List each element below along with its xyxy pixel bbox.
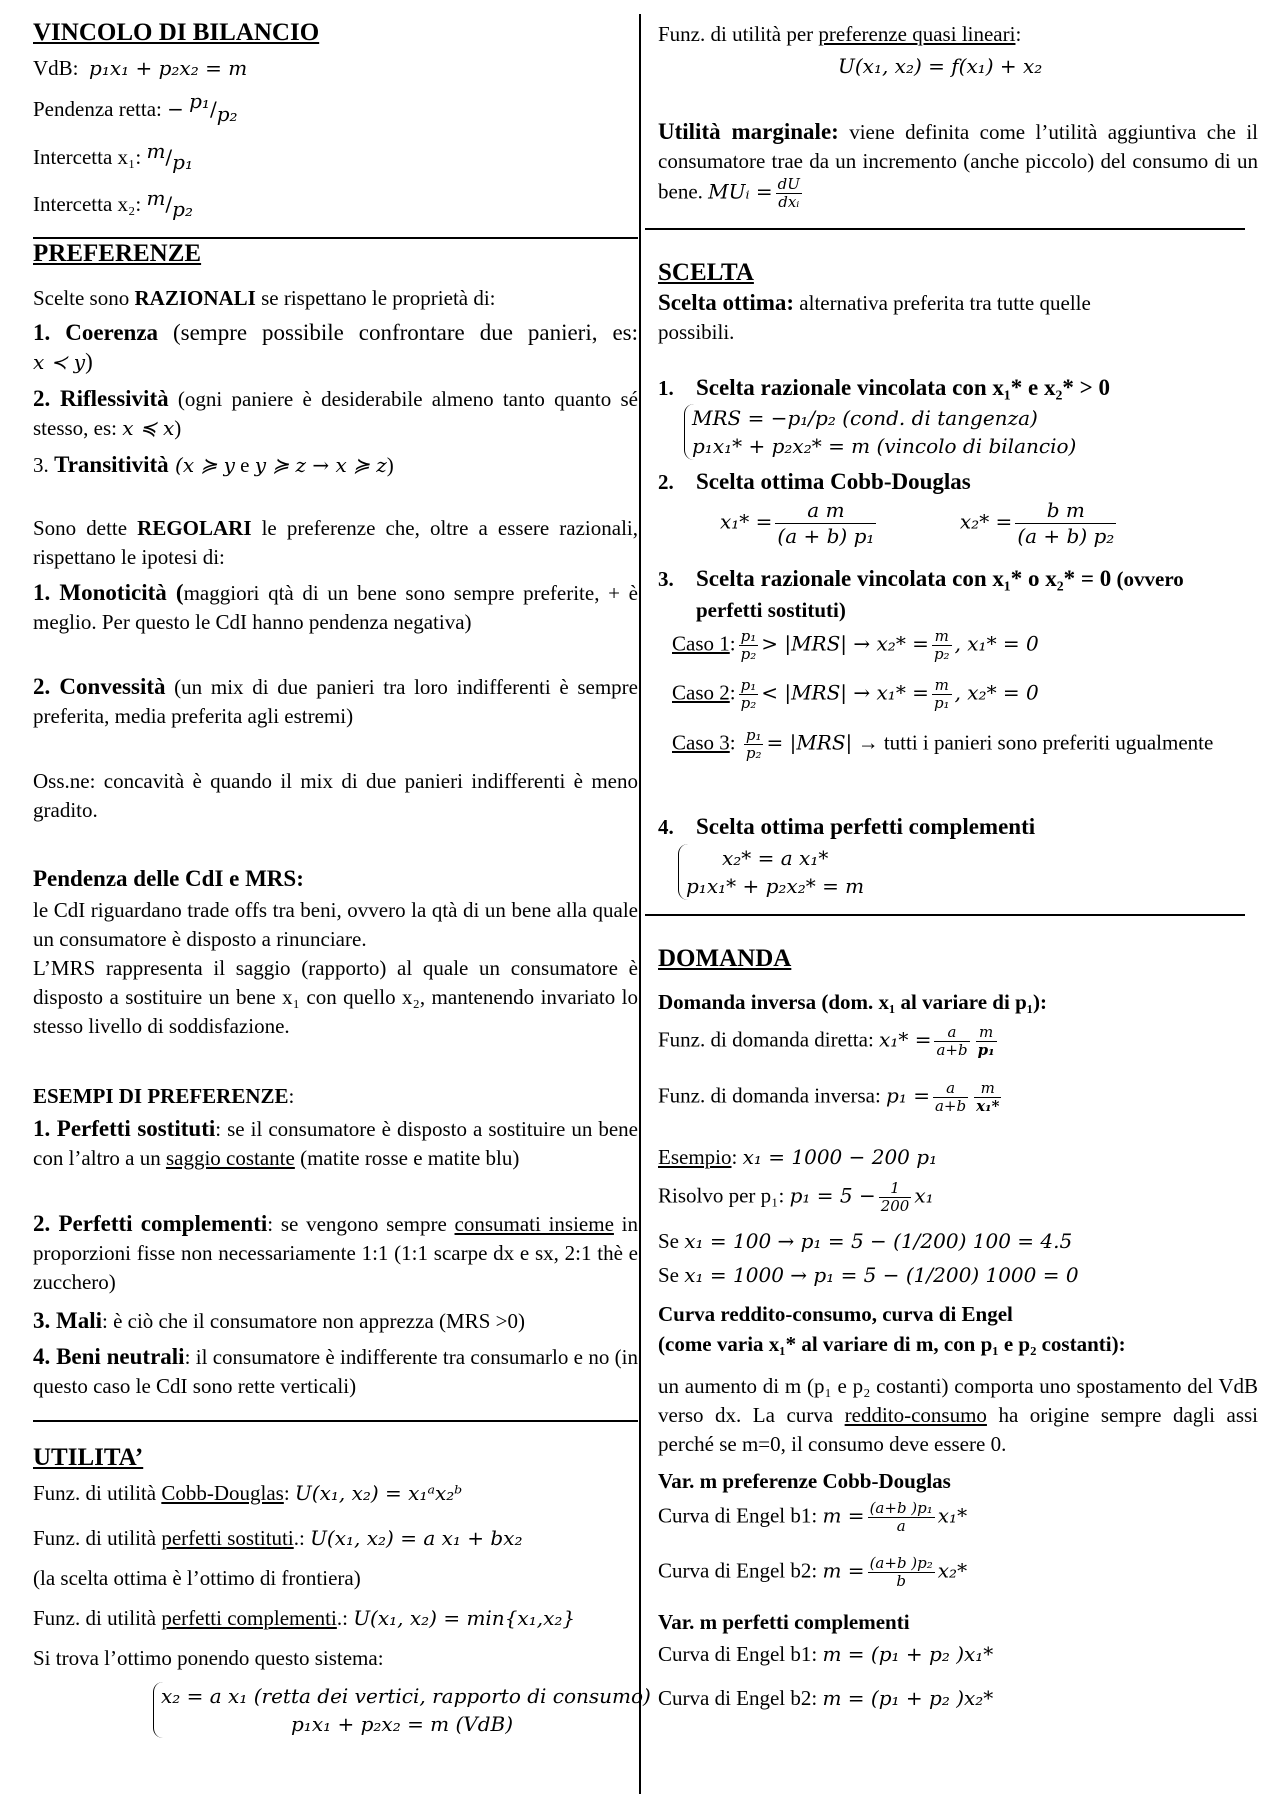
engel-pc-b2: Curva di Engel b2: m = (p₁ + p₂ )x₂* <box>658 1686 994 1710</box>
pref-convessita: 2. Convessità (un mix di due panieri tra loro indifferenti è sempre preferita, media preferita agli estremi) <box>33 674 638 728</box>
engel-cd-title: Var. m preferenze Cobb-Douglas <box>658 1469 951 1493</box>
vdb-slope: Pendenza retta: − p₁/p₂ <box>33 89 238 126</box>
scelta-4-title: 4. Scelta ottima perfetti complementi <box>658 814 1036 839</box>
pref-monoticita: 1. Monoticità (maggiori qtà di un bene sono sempre preferite, + è meglio. Per questo le CdI hanno pendenza negativa) <box>33 580 638 634</box>
util-marginale: Utilità marginale: viene definita come l’utilità aggiuntiva che il consumatore trae da un incremento (anche piccolo) del consumo di un bene. MUᵢ = $\frac{dU}{\text{dxᵢ}}$ <box>658 119 1258 211</box>
domanda-inversa: Funz. di domanda inversa: p₁ = $\frac{a}{a+b}$ $\frac{m}{\text{x₁*}}$ <box>658 1079 1000 1115</box>
utilita-title: UTILITA’ <box>33 1444 144 1471</box>
rational-intro: Scelte sono RAZIONALI se rispettano le proprietà di: <box>33 286 496 310</box>
scelta-3-title: 3. Scelta razionale vincolata con x₁* o x₂* = 0 (ovvero <box>658 566 1184 591</box>
scelta-3-caso-1: Caso 1: $\frac{\text{p₁}}{\text{p₂}}$ > |MRS| → x₂* = $\frac{m}{\text{p₂}}$ , x₁* = 0 <box>672 627 1039 663</box>
column-divider <box>639 14 641 1794</box>
oss-concavita: Oss.ne: concavità è quando il mix di due panieri indifferenti è meno gradito. <box>33 769 638 822</box>
util-system <box>153 1682 651 1738</box>
example-beni-neutrali: 4. Beni neutrali: il consumatore è indifferente tra consumarlo e no (in questo caso le CdI sono rette verticali) <box>33 1344 638 1398</box>
domanda-inversa-title: Domanda inversa (dom. x₁ al variare di p₁): <box>658 990 1048 1014</box>
preferenze-title: PREFERENZE <box>33 240 202 267</box>
util-quasi-lineari-formula: U(x₁, x₂) = f(x₁) + x₂ <box>838 54 1043 78</box>
pref-riflessivita: 2. Riflessività (ogni paniere è desiderabile almeno tanto quanto sé stesso, es: x ≼ x) <box>33 386 638 440</box>
example-perfetti-complementi: 2. Perfetti complementi: se vengono sempre consumati insieme in proporzioni fisse non necessariamente 1:1 (1:1 scarpe dx e sx, 2:1 thè e zucchero) <box>33 1211 639 1294</box>
divider-scelta <box>645 914 1245 916</box>
util-perfetti-complementi: Funz. di utilità perfetti complementi.: U(x₁, x₂) = min{x₁,x₂} <box>33 1606 576 1630</box>
engel-cd-b2: Curva di Engel b2: m = $\frac{\text{(a+b )p₂}}{b}$ x₂* <box>658 1554 968 1590</box>
vdb-intercept-x1: Intercetta x₁: m/p₁ <box>33 139 193 174</box>
divider-pref <box>33 1420 638 1422</box>
domanda-se-1: Se x₁ = 100 → p₁ = 5 − (1/200) 100 = 4.5 <box>658 1229 1073 1253</box>
util-system-line-1: x₂ = a x₁ (retta dei vertici, rapporto di consumo) <box>161 1684 651 1708</box>
divider-util <box>645 228 1245 230</box>
scelta-3-caso-3: Caso 3: $\frac{\text{p₁}}{\text{p₂}}$ = |MRS| → tutti i panieri sono preferiti ugualmente <box>672 726 1214 762</box>
scelta-ottima-def: Scelta ottima: alternativa preferita tra tutte quelle possibili. <box>658 290 1091 344</box>
engel-pc-b1: Curva di Engel b1: m = (p₁ + p₂ )x₁* <box>658 1642 994 1666</box>
engel-text: un aumento di m (p₁ e p₂ costanti) comporta uno spostamento del VdB verso dx. La curva reddito-consumo ha origine sempre dagli assi perché se m=0, il consumo deve essere 0. <box>658 1374 1258 1456</box>
domanda-esempio: Esempio: x₁ = 1000 − 200 p₁ <box>658 1145 938 1169</box>
util-system-intro: Si trova l’ottimo ponendo questo sistema: <box>33 1646 384 1670</box>
scelta-3-subtitle: perfetti sostituti) <box>696 598 846 622</box>
util-system-line-2: p₁x₁ + p₂x₂ = m (VdB) <box>291 1712 514 1736</box>
util-quasi-lineari: Funz. di utilità per preferenze quasi lineari: <box>658 22 1022 46</box>
example-mali: 3. Mali: è ciò che il consumatore non apprezza (MRS >0) <box>33 1308 525 1333</box>
mrs-text-1: le CdI riguardano trade offs tra beni, ovvero la qtà di un bene alla quale un consumatore è disposto a rinunciare. <box>33 898 638 951</box>
regular-intro: Sono dette REGOLARI le preferenze che, oltre a essere razionali, rispettano le ipotesi di: <box>33 516 638 569</box>
scelta-2-formulas: x₁* = $\frac{\text{a m}}{\text{(a + b) p₁}}$ x₂* = $\frac{\text{b m}}{\text{(a + b) p₂}}$ <box>720 498 1115 548</box>
mrs-title: Pendenza delle CdI e MRS: <box>33 866 304 891</box>
scelta-2-title: 2. Scelta ottima Cobb-Douglas <box>658 469 971 494</box>
scelta-1-title: 1. Scelta razionale vincolata con x₁* e x₂* > 0 <box>658 375 1110 400</box>
vdb-equation: VdB: p₁x₁ + p₂x₂ = m <box>33 56 248 80</box>
engel-pc-title: Var. m perfetti complementi <box>658 1610 910 1634</box>
engel-title-1: Curva reddito-consumo, curva di Engel <box>658 1302 1013 1326</box>
domanda-risolvo: Risolvo per p₁: p₁ = 5 − $\frac{1}{200}$ x₁ <box>658 1179 934 1215</box>
vdb-intercept-x2: Intercetta x₂: m/p₂ <box>33 186 193 221</box>
engel-cd-b1: Curva di Engel b1: m = $\frac{\text{(a+b )p₁}}{a}$ x₁* <box>658 1499 968 1535</box>
examples-title: ESEMPI DI PREFERENZE: <box>33 1084 295 1108</box>
example-perfetti-sostituti: 1. Perfetti sostituti: se il consumatore è disposto a sostituire un bene con l’altro a un saggio costante (matite rosse e matite blu) <box>33 1116 638 1170</box>
scelta-3-caso-2: Caso 2: $\frac{\text{p₁}}{\text{p₂}}$ < |MRS| → x₁* = $\frac{m}{\text{p₁}}$ , x₂* = 0 <box>672 676 1039 712</box>
scelta-4-system: x₂* = a x₁* p₁x₁* + p₂x₂* = m <box>678 844 1258 900</box>
mrs-text-2: L’MRS rappresenta il saggio (rapporto) al quale un consumatore è disposto a sostituire un bene x₁ con quello x₂, mantenendo invariato lo stesso livello di soddisfazione. <box>33 956 638 1038</box>
vdb-title: VINCOLO DI BILANCIO <box>33 19 320 46</box>
scelta-1-system: MRS = −p₁/p₂ (cond. di tangenza) p₁x₁* + p₂x₂* = m (vincolo di bilancio) <box>684 404 1258 460</box>
domanda-title: DOMANDA <box>658 945 792 972</box>
domanda-se-2: Se x₁ = 1000 → p₁ = 5 − (1/200) 1000 = 0 <box>658 1263 1079 1287</box>
pref-coerenza: 1. Coerenza (sempre possibile confrontare due panieri, es: x ≺ y) <box>33 320 638 374</box>
scelta-title: SCELTA <box>658 259 754 286</box>
util-note-frontiera: (la scelta ottima è l’ottimo di frontiera) <box>33 1566 361 1590</box>
util-perfetti-sostituti: Funz. di utilità perfetti sostituti.: U(x₁, x₂) = a x₁ + bx₂ <box>33 1526 523 1550</box>
util-cobb-douglas: Funz. di utilità Cobb-Douglas: U(x₁, x₂) = x₁ᵃx₂ᵇ <box>33 1481 463 1505</box>
engel-title-2: (come varia x₁* al variare di m, con p₁ e p₂ costanti): <box>658 1332 1126 1356</box>
domanda-diretta: Funz. di domanda diretta: x₁* = $\frac{a}{a+b}$ $\frac{m}{\text{p₁}}$ <box>658 1023 995 1059</box>
pref-transitivita: 3. Transitività (x ≽ y e y ≽ z → x ≽ z) <box>33 452 394 477</box>
